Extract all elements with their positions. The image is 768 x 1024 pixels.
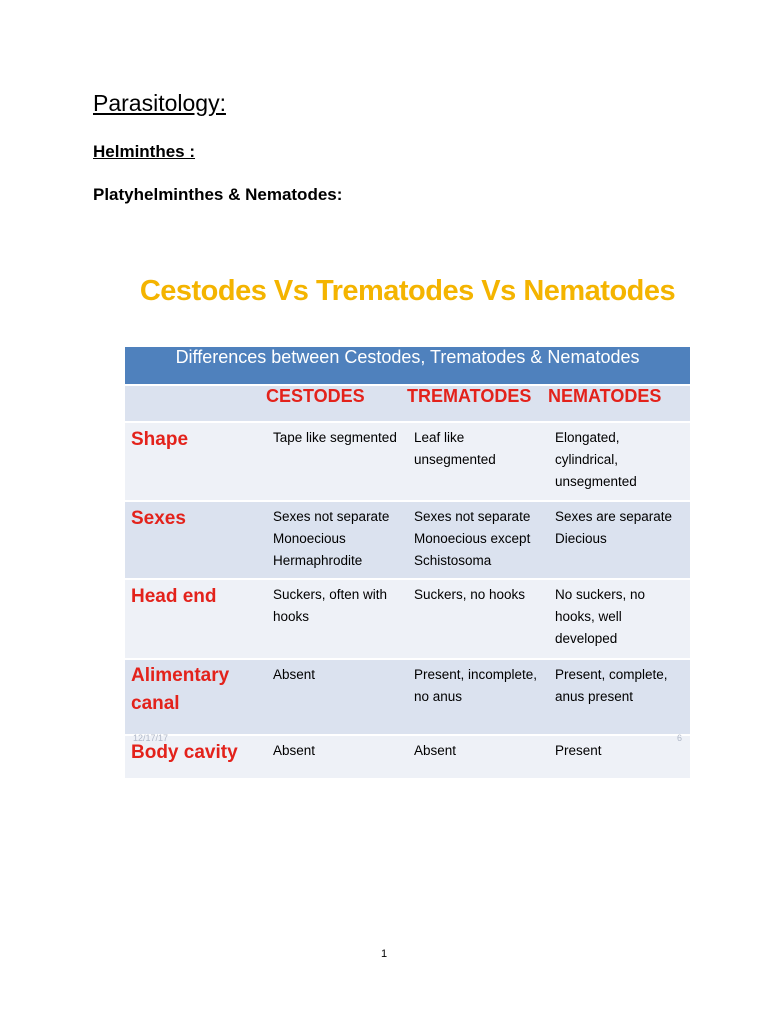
table-row bbox=[125, 501, 690, 579]
table-cell: Present bbox=[548, 735, 690, 779]
table-cell: Sexes not separate Monoecious Hermaphrodite bbox=[266, 501, 407, 579]
row-label-sexes: Sexes bbox=[125, 501, 266, 579]
slide-title: Cestodes Vs Trematodes Vs Nematodes bbox=[139, 275, 676, 307]
embedded-slide-image bbox=[125, 265, 690, 763]
table-cell: Elongated, cylindrical, unsegmented bbox=[548, 422, 690, 501]
table-cell: Absent bbox=[266, 659, 407, 735]
table-header-row bbox=[125, 347, 690, 385]
section-heading-platyhelminthes: Platyhelminthes & Nematodes: bbox=[93, 185, 343, 204]
slide-footer-date: 12/17/17 bbox=[133, 733, 169, 743]
table-cell: Tape like segmented bbox=[266, 422, 407, 501]
table-header: Differences between Cestodes, Trematodes & Nematodes bbox=[125, 347, 690, 385]
page-number: 1 bbox=[380, 948, 388, 960]
table-cell: Suckers, often with hooks bbox=[266, 579, 407, 659]
column-header-row bbox=[125, 385, 690, 422]
row-label-body-cavity: Body cavity bbox=[125, 735, 266, 779]
table-cell: Absent bbox=[266, 735, 407, 779]
column-header-trematodes: TREMATODES bbox=[407, 385, 548, 422]
table-cell: Present, complete, anus present bbox=[548, 659, 690, 735]
table-cell: Sexes not separate Monoecious except Schistosoma bbox=[407, 501, 548, 579]
table-cell: No suckers, no hooks, well developed bbox=[548, 579, 690, 659]
table-cell: Suckers, no hooks bbox=[407, 579, 548, 659]
section-heading-helminthes: Helminthes : bbox=[93, 142, 196, 161]
row-label-shape: Shape bbox=[125, 422, 266, 501]
table-row bbox=[125, 735, 690, 779]
table-row bbox=[125, 579, 690, 659]
document-title: Parasitology: bbox=[93, 90, 226, 116]
column-header-cestodes: CESTODES bbox=[266, 385, 407, 422]
table-row bbox=[125, 422, 690, 501]
empty-header-cell bbox=[125, 385, 266, 422]
table-cell: Present, incomplete, no anus bbox=[407, 659, 548, 735]
table-cell: Sexes are separate Diecious bbox=[548, 501, 690, 579]
table-row bbox=[125, 659, 690, 735]
column-header-nematodes: NEMATODES bbox=[548, 385, 690, 422]
comparison-table bbox=[125, 347, 690, 780]
table-cell: Absent bbox=[407, 735, 548, 779]
slide-number: 6 bbox=[676, 733, 682, 743]
row-label-head-end: Head end bbox=[125, 579, 266, 659]
row-label-alimentary-canal: Alimentary canal bbox=[125, 659, 266, 735]
table-cell: Leaf like unsegmented bbox=[407, 422, 548, 501]
